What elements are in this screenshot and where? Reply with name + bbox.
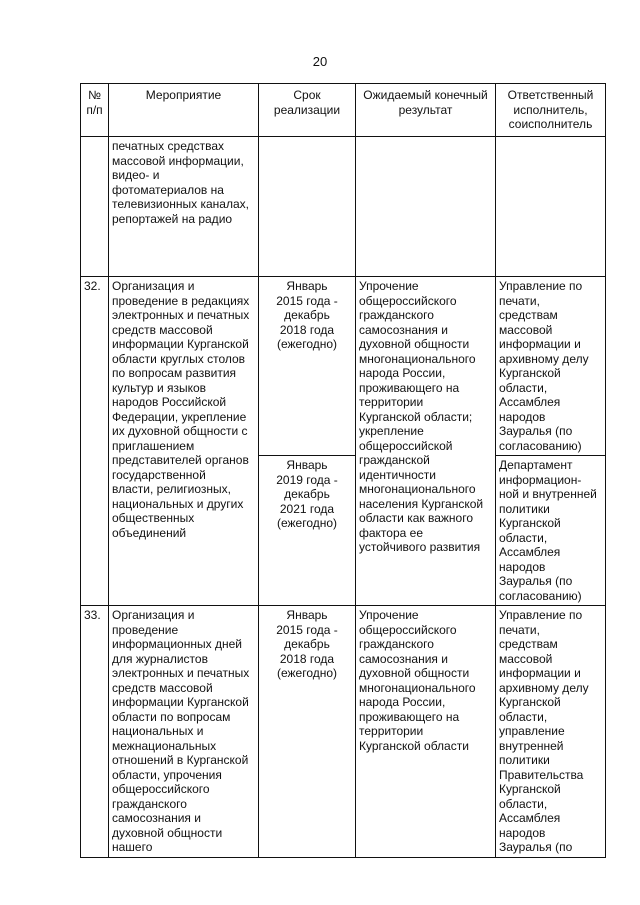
table-row-33 [81, 606, 606, 858]
cell-event: Организация и проведение информационных дней для журналистов электронных и печатных средств массовой информации Курганской области по вопросам национальных и межнациональных отношений в Курганской области, упрочения общероссийского гражданского самосознания и духовной общности нашего [109, 606, 259, 858]
cell-number: 32. [81, 277, 109, 606]
header-number: № п/п [81, 84, 109, 137]
cell-number [81, 137, 109, 277]
page-number: 20 [312, 54, 328, 69]
cell-number: 33. [81, 606, 109, 858]
cell-term-1: Январь 2015 года - декабрь 2018 года (ежегодно) [259, 277, 356, 456]
table-row-32 [81, 277, 606, 456]
cell-event: печатных средствах массовой информации, видео- и фотоматериалов на телевизионных каналах, репортажей на радио [109, 137, 259, 277]
cell-result: Упрочение общероссийского гражданского самосознания и духовной общности многонационального народа России, проживающего на территории Курганской области [356, 606, 496, 858]
cell-executor [496, 137, 606, 277]
cell-event: Организация и проведение в редакциях электронных и печатных средств массовой информации Курганской области круглых столов по вопросам развития культур и языков народов Российской Федерации, укрепление их духовной общности с приглашением представителей органов государственной власти, религиозных, национальных и других общественных объединений [109, 277, 259, 606]
header-result: Ожидаемый конечный результат [356, 84, 496, 137]
cell-executor: Управление по печати, средствам массовой информации и архивному делу Курганской области, управление внутренней политики Правительства Курганской области, Ассамблея народов Зауралья (по [496, 606, 606, 858]
cell-result [356, 137, 496, 277]
table-row-continuation [81, 137, 606, 277]
cell-term-2: Январь 2019 года - декабрь 2021 года (ежегодно) [259, 456, 356, 606]
header-executor: Ответственный исполнитель, соисполнитель [496, 84, 606, 137]
cell-executor-2: Департамент информацион- ной и внутренней политики Курганской области, Ассамблея народов Зауралья (по согласованию) [496, 456, 606, 606]
cell-result: Упрочение общероссийского гражданского самосознания и духовной общности многонационального народа России, проживающего на территории Курганской области; укрепление общероссийской гражданской идентичности многонационального населения Курганской области как важного фактора ее устойчивого развития [356, 277, 496, 606]
cell-term [259, 137, 356, 277]
events-table [80, 83, 606, 858]
cell-executor-1: Управление по печати, средствам массовой информации и архивному делу Курганской области, Ассамблея народов Зауралья (по согласованию) [496, 277, 606, 456]
header-event: Мероприятие [109, 84, 259, 137]
header-term: Срок реализации [259, 84, 356, 137]
table-header-row [81, 84, 606, 137]
cell-term: Январь 2015 года - декабрь 2018 года (ежегодно) [259, 606, 356, 858]
